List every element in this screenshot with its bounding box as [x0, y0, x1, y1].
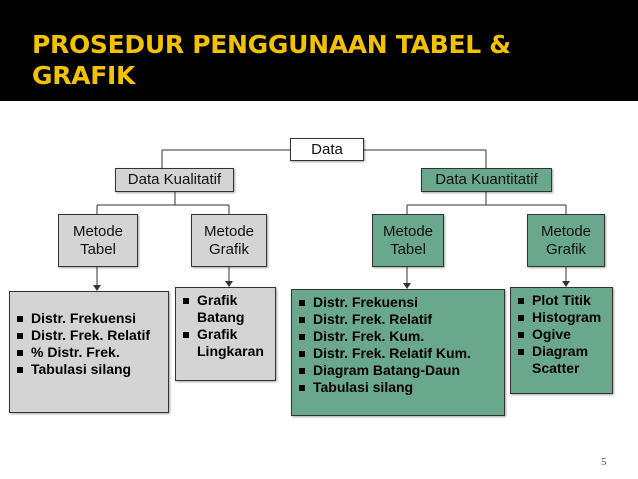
page-number: 5 — [601, 456, 607, 468]
qualitative-data-box — [115, 168, 234, 192]
list-item: Grafik Batang — [180, 292, 244, 326]
list-item: % Distr. Frek. — [14, 344, 164, 361]
data-root-label: Data — [311, 140, 343, 158]
list-item: Histogram — [515, 309, 608, 326]
list-item: Distr. Frek. Relatif — [296, 311, 500, 328]
list-item: Distr. Frek. Kum. — [296, 328, 500, 345]
list-item: Diagram Scatter — [515, 343, 585, 377]
list-item: Distr. Frek. Relatif — [14, 327, 164, 344]
list-item: Distr. Frek. Relatif Kum. — [296, 345, 500, 362]
quantitative-table-method-box — [372, 214, 444, 267]
quantitative-table-method-label: Metode Tabel — [382, 222, 434, 258]
list-item: Tabulasi silang — [14, 361, 164, 378]
slide-title: PROSEDUR PENGGUNAAN TABEL & GRAFIK — [32, 30, 511, 90]
list-item: Plot Titik — [515, 292, 608, 309]
quantitative-table-list — [291, 289, 505, 416]
qualitative-chart-list — [175, 287, 276, 381]
qualitative-table-method-box — [58, 214, 138, 267]
quantitative-chart-list — [510, 287, 613, 394]
qualitative-table-list — [9, 291, 169, 413]
quantitative-data-label: Data Kuantitatif — [435, 171, 538, 188]
qualitative-data-label: Data Kualitatif — [127, 171, 222, 188]
qualitative-table-method-label: Metode Tabel — [72, 222, 124, 258]
qualitative-chart-method-box — [191, 214, 267, 267]
quantitative-chart-method-box — [527, 214, 605, 267]
quantitative-chart-method-label: Metode Grafik — [540, 222, 592, 258]
qualitative-chart-method-label: Metode Grafik — [203, 222, 255, 258]
data-root-box — [290, 138, 364, 161]
list-item: Distr. Frekuensi — [296, 294, 500, 311]
list-item: Grafik Lingkaran — [180, 326, 244, 360]
quantitative-data-box — [421, 168, 552, 192]
list-item: Distr. Frekuensi — [14, 310, 164, 327]
list-item: Tabulasi silang — [296, 379, 500, 396]
list-item: Diagram Batang-Daun — [296, 362, 500, 379]
list-item: Ogive — [515, 326, 608, 343]
